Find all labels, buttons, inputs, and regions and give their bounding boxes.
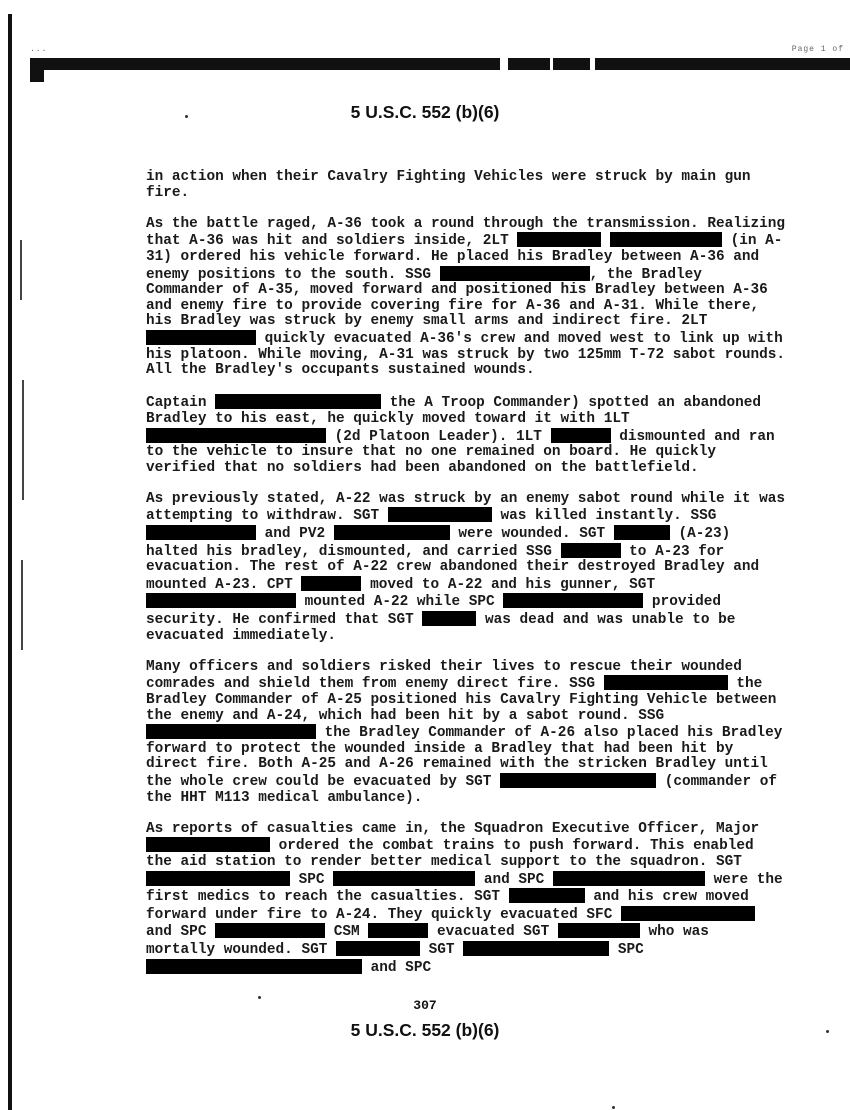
fax-page-label: Page 1 of (791, 45, 844, 54)
paragraph: in action when their Cavalry Fighting Vehicles were struck by main gun fire. (146, 169, 751, 201)
redaction-block (334, 525, 450, 540)
scan-corner-mark (30, 70, 44, 82)
redaction-block (146, 724, 316, 739)
redaction-block (517, 232, 601, 247)
redaction-block (558, 923, 640, 938)
redaction-block (215, 923, 325, 938)
redaction-block (146, 871, 290, 886)
redaction-block (500, 773, 656, 788)
redaction-block (146, 959, 362, 974)
scan-dot (185, 115, 188, 118)
scan-dot (612, 1106, 615, 1109)
paragraph: Many officers and soldiers risked their lives to rescue their wounded comrades and shield them from enemy direct fire. SSG the Bradley Commander of A-25 positioned his Cavalry Fighting Vehicle between the enemy and A-24, which had been hit by a sabot round. SSG the Bradley Commander of A-26 also placed his Bradley forward to protect the wounded inside a Bradley that had been hit by direct fire. Both A-25 and A-26 remained with the stricken Bradley until the whole crew could be evacuated by SGT (commander of the HHT M113 medical ambulance). (146, 658, 783, 806)
redaction-block (146, 330, 256, 345)
redaction-block (553, 871, 705, 886)
redaction-block (368, 923, 428, 938)
redaction-block (333, 871, 475, 886)
redaction-block (551, 428, 611, 443)
paragraph: Captain the A Troop Commander) spotted an abandoned Bradley to his east, he quickly moved toward it with 1LT (2d Platoon Leader). 1LT dismounted and ran to the vehicle to insure that no one remained on board. He quickly verified that no soldiers had been abandoned on the battlefield. (146, 395, 775, 476)
scan-top-bar (30, 58, 850, 70)
redaction-block (146, 525, 256, 540)
scan-dot (826, 1030, 829, 1033)
fax-transmission-header (30, 45, 850, 59)
exemption-footer: 5 U.S.C. 552 (b)(6) (350, 1020, 500, 1040)
redaction-block (146, 593, 296, 608)
redaction-block (503, 593, 643, 608)
exemption-header: 5 U.S.C. 552 (b)(6) (350, 102, 500, 122)
redaction-block (336, 941, 420, 956)
paragraph: As previously stated, A-22 was struck by an enemy sabot round while it was attempting to withdraw. SGT was killed instantly. SSG and PV2 were wounded. SGT (A-23) halted his bradley, dismounted, and carried SSG to A-23 for evacuation. The rest of A-22 crew abandoned their destroyed Bradley and mounted A-23. CPT moved to A-22 and his gunner, SGT mounted A-22 while SPC provided security. He confirmed that SGT was dead and was unable to be evacuated immediately. (146, 490, 786, 644)
paragraph: As reports of casualties came in, the Squadron Executive Officer, Major ordered the combat trains to push forward. This enabled the aid station to render better medical support to the squadron. SGT SPC and SPC were the first medics to reach the casualties. SGT and his crew moved forward under fire to A-24. They quickly evacuated SFC and SPC CSM evacuated SGT who was mortally wounded. SGT SGT SPC and SPC (146, 820, 783, 976)
redaction-block (610, 232, 722, 247)
redaction-block (509, 888, 585, 903)
redaction-block (440, 266, 590, 281)
redaction-block (463, 941, 609, 956)
document-body (146, 170, 786, 992)
scan-speck (21, 560, 23, 650)
redaction-block (561, 543, 621, 558)
scan-left-border (0, 0, 30, 1110)
redaction-block (604, 675, 728, 690)
redaction-block (621, 906, 755, 921)
redaction-block (422, 611, 476, 626)
fax-header-text: ... (30, 45, 48, 54)
redaction-block (301, 576, 361, 591)
redaction-block (146, 428, 326, 443)
scan-speck (20, 240, 22, 300)
scan-speck (22, 380, 24, 500)
scan-border-line (8, 14, 12, 1110)
redaction-block (388, 507, 492, 522)
scan-dot (258, 996, 261, 999)
page-number: 307 (413, 998, 437, 1013)
paragraph: As the battle raged, A-36 took a round through the transmission. Realizing that A-36 was hit and soldiers inside, 2LT (in A-31) ordered his vehicle forward. He placed his Bradley between A-36 and enemy positions to the south. SSG , the Bradley Commander of A-35, moved forward and positioned his Bradley between A-36 and enemy fire to provide covering fire for A-36 and A-31. While there, his Bradley was struck by enemy small arms and indirect fire. 2LT quickly evacuated A-36's crew and moved west to link up with his platoon. While moving, A-31 was struck by two 125mm T-72 sabot rounds. All the Bradley's occupants sustained wounds. (146, 215, 786, 379)
redaction-block (215, 394, 381, 409)
redaction-block (146, 837, 270, 852)
redaction-block (614, 525, 670, 540)
